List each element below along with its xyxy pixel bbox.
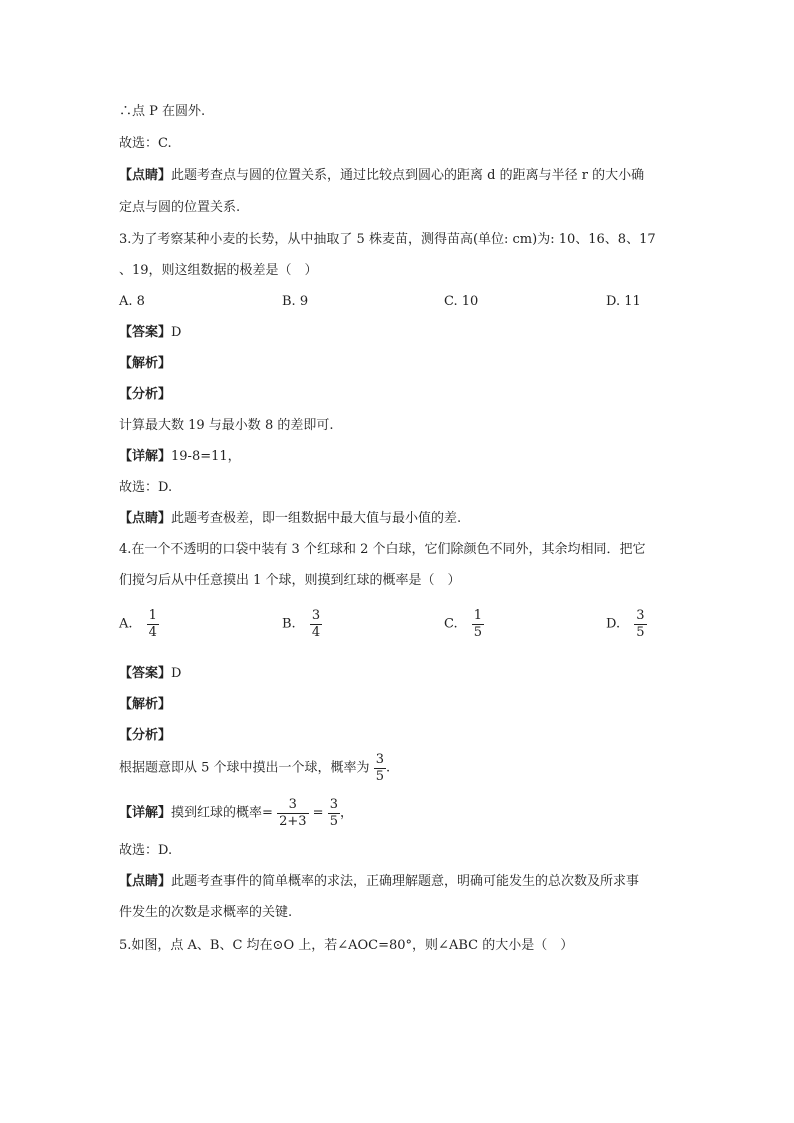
numerator: 1: [473, 608, 483, 623]
option-label: B.: [282, 616, 296, 632]
denominator: 4: [148, 625, 157, 640]
question-3-stem: 3.为了考察某种小麦的长势，从中抽取了 5 株麦苗，测得苗高(单位: cm)为: 10、16、8、17: [119, 232, 656, 247]
denominator: 5: [375, 769, 384, 784]
denominator: 5: [473, 625, 483, 640]
comma: ，: [339, 805, 353, 821]
dianjing-text: 此题考查事件的简单概率的求法，正确理解题意，明确可能发生的总次数及所求事: [171, 874, 640, 889]
q4-option-b: [282, 608, 322, 641]
numerator: 3: [375, 752, 384, 767]
fraction: [310, 608, 322, 641]
q3-option-b: B. 9: [282, 294, 309, 309]
fraction: [147, 608, 159, 641]
xiangjie-text: 摸到红球的概率=: [171, 805, 273, 821]
dianjing-text: 此题考查极差，即一组数据中最大值与最小值的差.: [171, 511, 462, 526]
jiexi-tag: 【解析】: [119, 356, 172, 371]
numerator: 3: [636, 608, 645, 623]
fenxi-tag: 【分析】: [119, 728, 172, 743]
answer-value: D: [171, 666, 182, 681]
fenxi-text: 计算最大数 19 与最小数 8 的差即可.: [119, 418, 334, 433]
fraction: [277, 797, 308, 830]
xiangjie-line: [119, 797, 353, 830]
option-label: D.: [606, 616, 621, 632]
fraction: [634, 608, 646, 641]
fraction: [374, 752, 386, 785]
fenxi-tag: 【分析】: [119, 387, 172, 402]
text-line: 定点与圆的位置关系.: [119, 200, 241, 215]
xiangjie-line: [119, 449, 241, 465]
question-4-stem-cont: 们搅匀后从中任意摸出 1 个球，则摸到红球的概率是（ ）: [119, 573, 461, 588]
q4-option-c: [444, 608, 484, 641]
period: .: [385, 760, 391, 776]
fraction: [328, 797, 340, 830]
question-4-stem: 4.在一个不透明的口袋中装有 3 个红球和 2 个白球，它们除颜色不同外，其余均相同．把它: [119, 542, 646, 557]
fraction: [472, 608, 484, 641]
option-label: A.: [119, 616, 133, 632]
numerator: 3: [288, 797, 297, 812]
q3-option-d: D. 11: [606, 294, 641, 309]
q4-option-a: [119, 608, 159, 641]
denominator: 4: [311, 625, 321, 640]
q4-answer: [119, 666, 181, 682]
answer-tag: 【答案】: [119, 325, 172, 340]
fenxi-line: [119, 752, 390, 785]
dianjing-tag: 【点睛】: [119, 874, 172, 889]
denominator: 5: [636, 625, 645, 640]
text-line: 故选：D.: [119, 480, 173, 495]
answer-tag: 【答案】: [119, 666, 172, 681]
q3-answer: [119, 325, 181, 341]
dianjing-line: [119, 511, 461, 527]
denominator: 5: [329, 814, 338, 829]
question-3-stem-cont: 、19，则这组数据的极差是（ ）: [119, 263, 318, 278]
dianjing-tag: 【点睛】: [119, 168, 172, 183]
q3-option-c: C. 10: [444, 294, 479, 309]
numerator: 3: [311, 608, 321, 623]
xiangjie-tag: 【详解】: [119, 449, 172, 464]
text-line: 故选：C.: [119, 136, 172, 151]
numerator: 1: [148, 608, 157, 623]
q4-option-d: [606, 608, 647, 641]
fenxi-text: 根据题意即从 5 个球中摸出一个球，概率为: [119, 760, 370, 776]
xiangjie-tag: 【详解】: [119, 805, 172, 821]
denominator: 2+3: [279, 814, 307, 829]
text-line: ∴点 P 在圆外.: [119, 104, 206, 119]
xiangjie-text: 19-8=11，: [171, 449, 241, 464]
jiexi-tag: 【解析】: [119, 697, 172, 712]
text-line: 故选：D.: [119, 843, 173, 858]
option-label: C.: [444, 616, 458, 632]
answer-value: D: [171, 325, 182, 340]
dianjing-tag: 【点睛】: [119, 511, 172, 526]
dianjing-text: 此题考查点与圆的位置关系，通过比较点到圆心的距离 d 的距离与半径 r 的大小确: [171, 168, 645, 183]
q3-option-a: A. 8: [119, 294, 145, 309]
text-line: 件发生的次数是求概率的关键.: [119, 905, 293, 920]
numerator: 3: [329, 797, 338, 812]
question-5-stem: 5.如图，点 A、B、C 均在⊙O 上，若∠AOC=80°，则∠ABC 的大小是（ ）: [119, 938, 574, 953]
dianjing-line: [119, 874, 639, 890]
dianjing-line: [119, 168, 644, 184]
equals-sign: =: [312, 805, 324, 821]
